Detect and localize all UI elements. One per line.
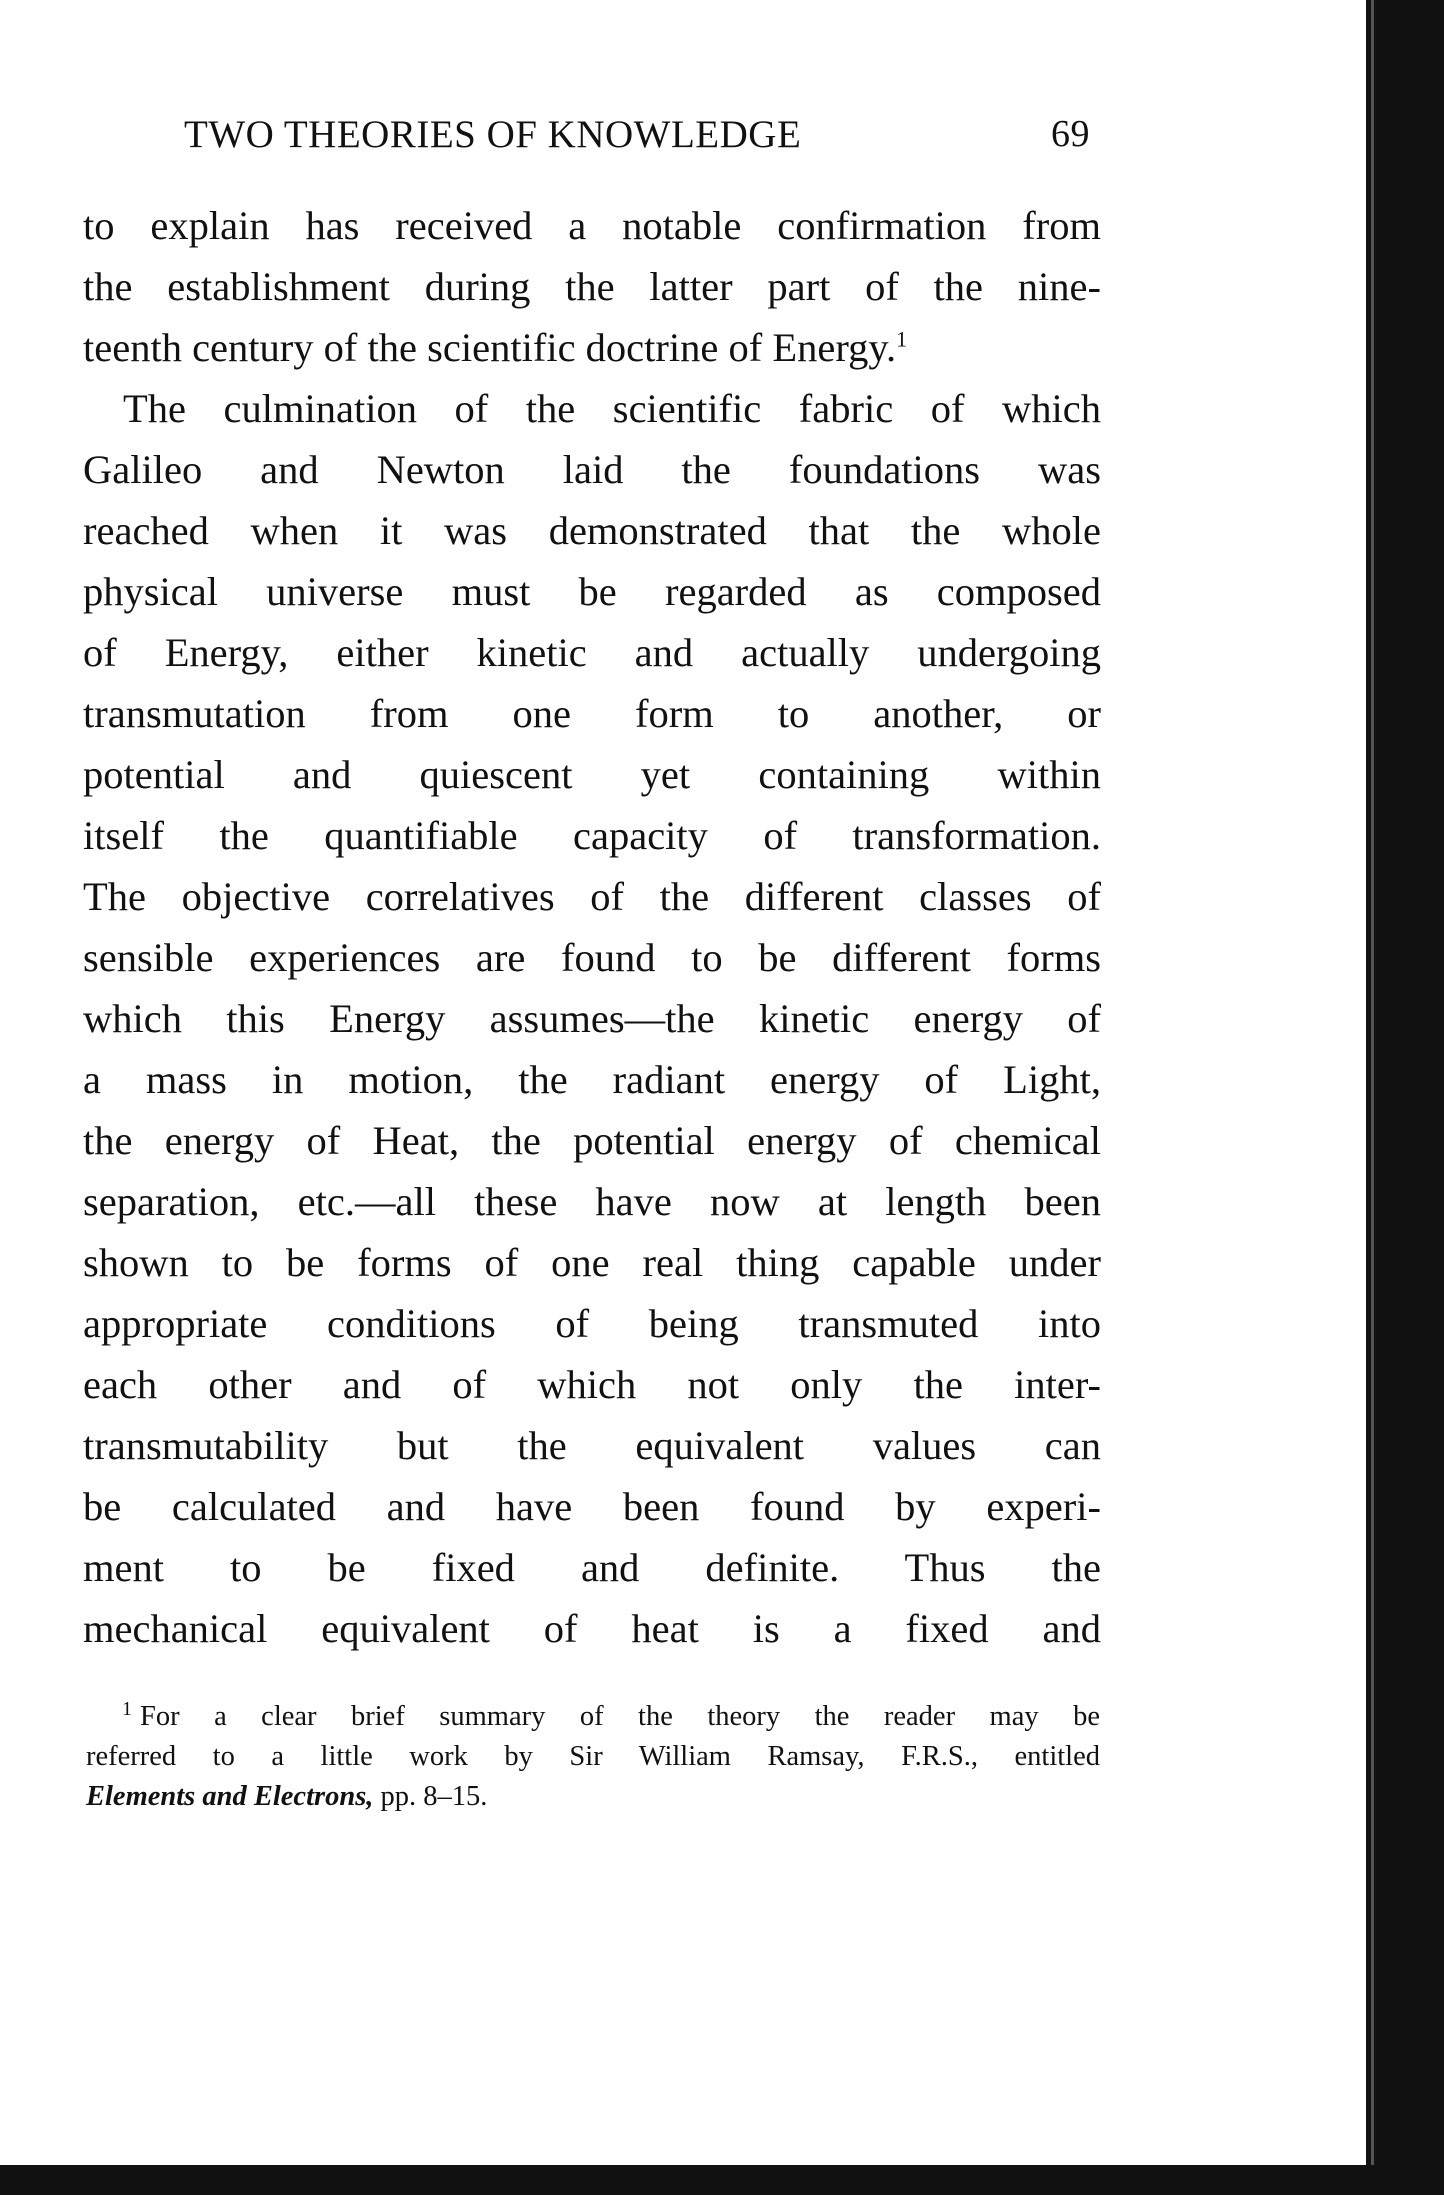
footnote-reference: 1 <box>896 326 908 352</box>
text-line: transmutation from one form to another, or <box>83 691 1101 736</box>
text-line: physical universe must be regarded as composed <box>83 569 1101 614</box>
cited-pages: pp. 8–15. <box>373 1781 488 1812</box>
text-line: The objective correlatives of the different classes of <box>83 874 1101 919</box>
page-number: 69 <box>1051 113 1090 155</box>
text-line: each other and of which not only the inter- <box>83 1362 1101 1407</box>
text-line: appropriate conditions of being transmuted into <box>83 1301 1101 1346</box>
running-head <box>160 112 1090 162</box>
footnote-line: referred to a little work by Sir William Ramsay, F.R.S., entitled <box>86 1741 1100 1772</box>
text-line: the establishment during the latter part of the nine- <box>83 264 1101 309</box>
running-title: TWO THEORIES OF KNOWLEDGE <box>184 113 802 156</box>
text-line: mechanical equivalent of heat is a fixed and <box>83 1606 1101 1651</box>
scan-edge-right <box>1366 0 1444 2195</box>
text-line: ment to be fixed and definite. Thus the <box>83 1545 1101 1590</box>
text-line: sensible experiences are found to be different forms <box>83 935 1101 980</box>
body-text <box>83 195 1101 1659</box>
text-line: shown to be forms of one real thing capable under <box>83 1240 1101 1285</box>
text-line: which this Energy assumes—the kinetic energy of <box>83 996 1101 1041</box>
text-line <box>83 317 1101 378</box>
text-line: The culmination of the scientific fabric of which <box>123 386 1101 431</box>
scan-edge-line <box>1371 0 1374 2195</box>
text-line: potential and quiescent yet containing within <box>83 752 1101 797</box>
text-line: reached when it was demonstrated that the whole <box>83 508 1101 553</box>
text-line: itself the quantifiable capacity of transformation. <box>83 813 1101 858</box>
footnote-line <box>86 1697 1100 1737</box>
text-line: of Energy, either kinetic and actually undergoing <box>83 630 1101 675</box>
scan-edge-bottom <box>0 2165 1444 2195</box>
text-line: a mass in motion, the radiant energy of Light, <box>83 1057 1101 1102</box>
footnote <box>86 1697 1100 1817</box>
text-line: the energy of Heat, the potential energy of chemical <box>83 1118 1101 1163</box>
cited-work-title: Elements and Electrons, <box>86 1781 374 1812</box>
text-line: to explain has received a notable confirmation from <box>83 203 1101 248</box>
text-line-content: teenth century of the scientific doctrine of Energy. <box>83 325 897 370</box>
footnote-line <box>86 1777 1100 1817</box>
text-line: separation, etc.—all these have now at length been <box>83 1179 1101 1224</box>
text-line: Galileo and Newton laid the foundations was <box>83 447 1101 492</box>
text-line: transmutability but the equivalent values can <box>83 1423 1101 1468</box>
text-line: be calculated and have been found by experi- <box>83 1484 1101 1529</box>
footnote-text: For a clear brief summary of the theory the reader may be <box>140 1701 1100 1732</box>
footnote-marker: 1 <box>122 1697 132 1720</box>
